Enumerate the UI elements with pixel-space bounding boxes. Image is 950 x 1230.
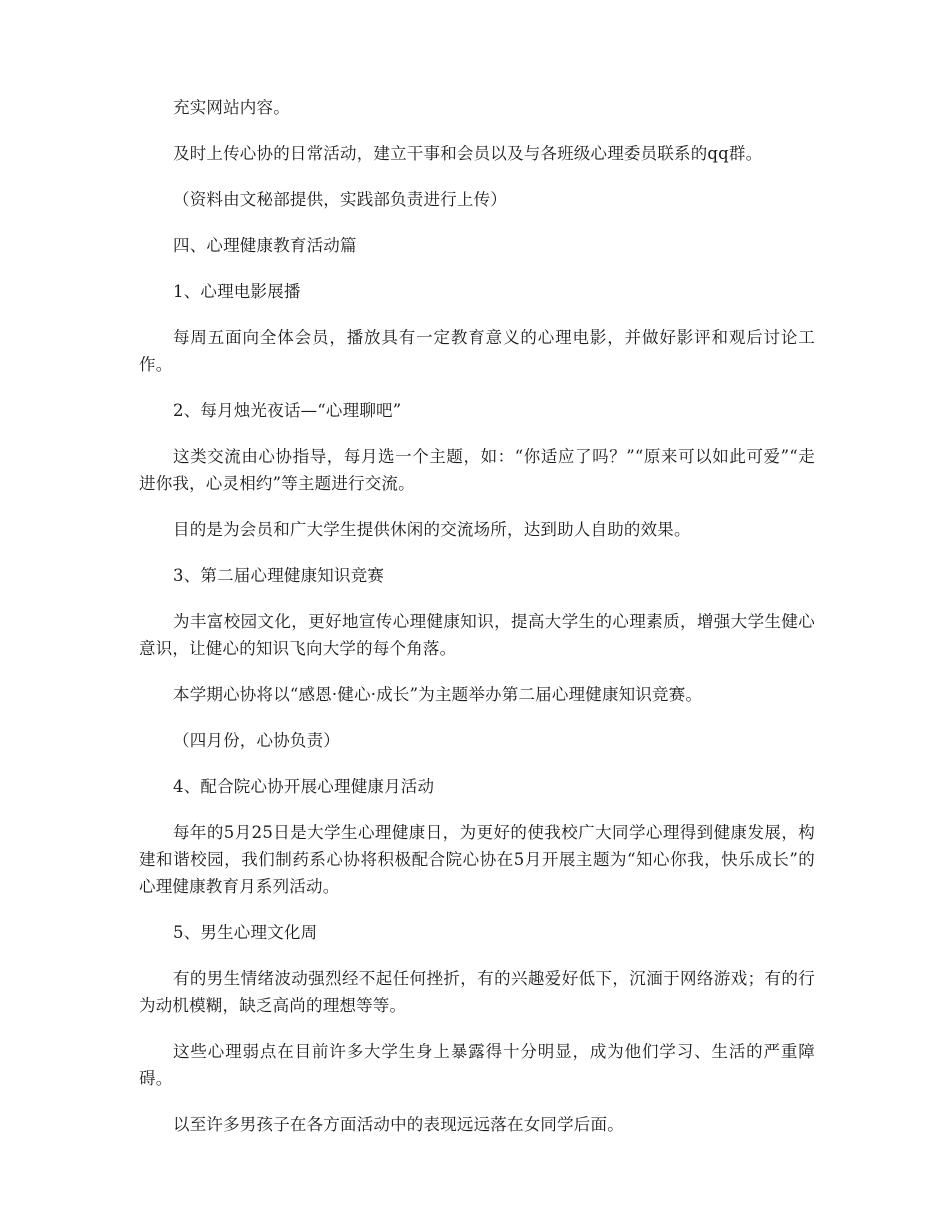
paragraph: 充实网站内容。 [173, 98, 290, 117]
subsection-heading: 1、心理电影展播 [173, 282, 301, 301]
subsection-heading: 4、配合院心协开展心理健康月活动 [173, 777, 435, 796]
paragraph: 每周五面向全体会员，播放具有一定教育意义的心理电影，并做好影评和观后讨论工作。 [139, 328, 815, 374]
paragraph: 这类交流由心协指导，每月选一个主题，如：“你适应了吗？”“原来可以如此可爱”“走进你我，心灵相约”等主题进行交流。 [139, 447, 815, 493]
paragraph: （四月份，心协负责） [173, 731, 340, 750]
subsection-heading: 5、男生心理文化周 [173, 923, 318, 942]
paragraph: 目的是为会员和广大学生提供休闲的交流场所，达到助人自助的效果。 [173, 520, 691, 539]
section-heading: 四、心理健康教育活动篇 [173, 236, 357, 255]
paragraph: 有的男生情绪波动强烈经不起任何挫折，有的兴趣爱好低下，沉湎于网络游戏；有的行为动机模糊，缺乏高尚的理想等等。 [139, 969, 815, 1015]
paragraph: 为丰富校园文化，更好地宣传心理健康知识，提高大学生的心理素质，增强大学生健心意识，让健心的知识飞向大学的每个角落。 [139, 612, 815, 658]
document-body [139, 94, 815, 1157]
paragraph: 及时上传心协的日常活动，建立干事和会员以及与各班级心理委员联系的qq群。 [173, 144, 763, 163]
paragraph: （资料由文秘部提供，实践部负责进行上传） [173, 190, 507, 209]
paragraph: 以至许多男孩子在各方面活动中的表现远远落在女同学后面。 [173, 1115, 624, 1134]
paragraph: 这些心理弱点在目前许多大学生身上暴露得十分明显，成为他们学习、生活的严重障碍。 [139, 1042, 815, 1088]
paragraph: 本学期心协将以“感恩·健心·成长”为主题举办第二届心理健康知识竞赛。 [173, 685, 703, 704]
subsection-heading: 3、第二届心理健康知识竞赛 [173, 566, 385, 585]
paragraph: 每年的5月25日是大学生心理健康日，为更好的使我校广大同学心理得到健康发展，构建和谐校园，我们制药系心协将积极配合院心协在5月开展主题为“知心你我，快乐成长”的心理健康教育月系列活动。 [139, 823, 815, 896]
subsection-heading: 2、每月烛光夜话—“心理聊吧” [173, 401, 402, 420]
